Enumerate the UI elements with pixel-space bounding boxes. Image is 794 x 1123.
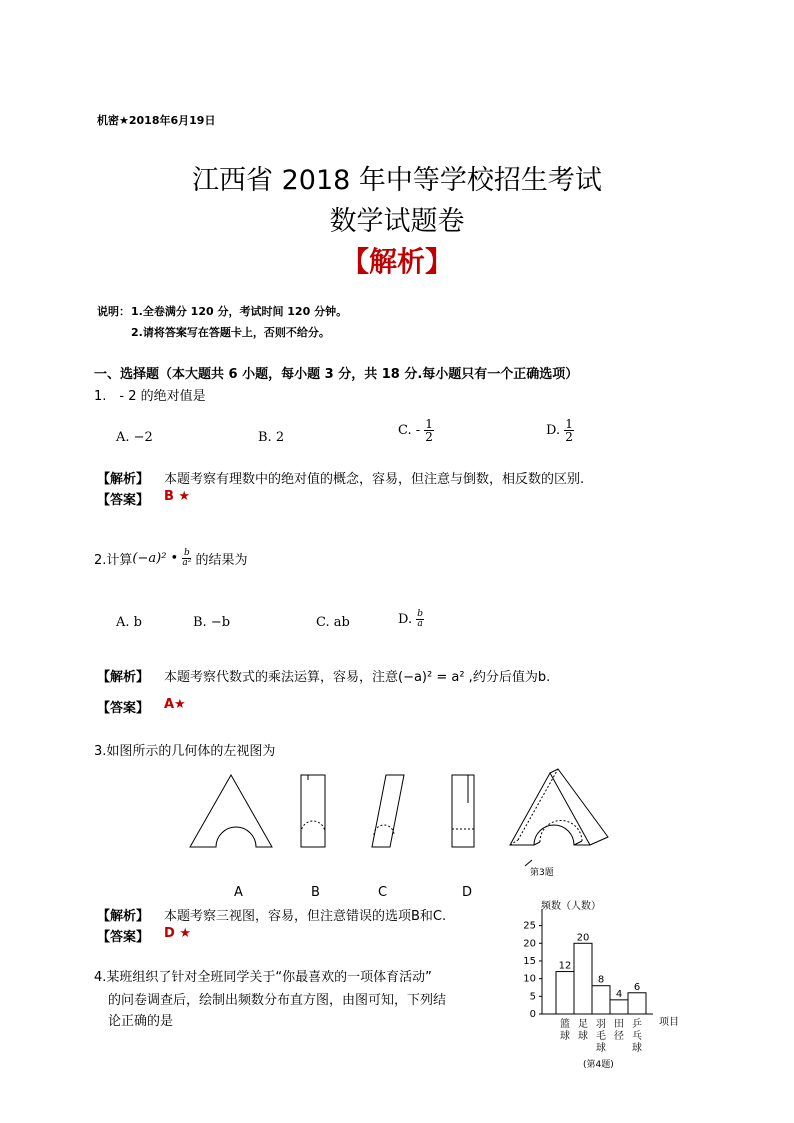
q2-option-d <box>398 610 424 629</box>
category-label-char: 球 <box>632 1043 642 1054</box>
q3-label-d: D <box>462 885 473 900</box>
q3-analysis-text: 本题考察三视图，容易，但注意错误的选项B和C. <box>164 909 447 924</box>
category-label-char: 毛 <box>596 1031 606 1042</box>
q1-option-a: A. −2 <box>116 430 153 445</box>
q4-stem-line2: 的问卷调查后，绘制出频数分布直方图，由图可知，下列结 <box>108 993 447 1008</box>
q3-solid-figure <box>510 769 608 866</box>
q3-label-a: A <box>234 885 243 900</box>
notes-item-1: 1.全卷满分 120 分，考试时间 120 分钟。 <box>131 305 348 318</box>
y-tick-label: 0 <box>529 1009 536 1020</box>
q2-answer-tag: 【答案】 <box>97 701 150 716</box>
category-label-char: 径 <box>614 1031 624 1042</box>
analysis-title: 【解析】 <box>340 245 453 278</box>
q3-figure-caption: 第3题 <box>530 868 554 878</box>
bar-value-label: 4 <box>615 988 623 1000</box>
q2-answer: A★ <box>164 697 186 712</box>
bar-value-label: 12 <box>558 960 572 972</box>
chart-xlabel: 项目 <box>659 1017 679 1028</box>
q1-option-b: B. 2 <box>258 430 285 445</box>
q2-option-a: A. b <box>116 615 142 630</box>
bar-3 <box>610 1000 628 1014</box>
q2-analysis-tag: 【解析】 <box>97 670 150 685</box>
exam-title: 江西省 2018 年中等学校招生考试 <box>192 165 602 196</box>
q2-stem-fraction <box>182 549 191 568</box>
q1-option-d <box>546 418 574 443</box>
q3-figure-c <box>372 775 404 847</box>
q2-option-d-prefix: D. <box>398 612 413 627</box>
confidential-header: 机密★2018年6月19日 <box>97 114 216 127</box>
q3-analysis-tag: 【解析】 <box>97 909 150 924</box>
q1-stem: 1. - 2 的绝对值是 <box>94 389 206 404</box>
chart-caption: (第4题) <box>583 1060 614 1070</box>
fraction-numerator: 1 <box>425 417 433 431</box>
fraction-denominator: 2 <box>565 430 573 444</box>
category-label-char: 田 <box>614 1019 624 1030</box>
q2-option-c: C. ab <box>316 615 350 630</box>
q3-figures <box>180 765 620 885</box>
q1-option-c-prefix: C. - <box>398 423 421 438</box>
q1-option-c <box>398 418 434 443</box>
q2-option-b: B. −b <box>193 615 231 630</box>
q2-analysis-text: 本题考察代数式的乘法运算，容易，注意(−a)² = a² ,约分后值为b. <box>164 670 551 685</box>
notes-label: 说明： <box>97 305 130 318</box>
bar-0 <box>556 972 574 1014</box>
bar-2 <box>592 986 610 1014</box>
y-tick-label: 25 <box>523 920 536 932</box>
notes-item-2: 2.请将答案写在答题卡上，否则不给分。 <box>131 326 330 339</box>
q1-option-d-fraction <box>564 418 574 443</box>
category-label-char: 足 <box>578 1019 588 1030</box>
bar-value-label: 6 <box>633 981 641 993</box>
section-heading: 一、选择题（本大题共 6 小题，每小题 3 分，共 18 分.每小题只有一个正确选项） <box>94 367 579 382</box>
q1-answer-tag: 【答案】 <box>97 493 150 508</box>
chart-ylabel: 频数（人数） <box>541 901 601 912</box>
bar-value-label: 8 <box>597 974 605 986</box>
category-label-char: 乒 <box>632 1019 642 1030</box>
category-label-char: 乓 <box>632 1031 642 1042</box>
bar-value-label: 20 <box>576 932 590 944</box>
q3-figure-d <box>452 775 474 847</box>
q3-answer: D ★ <box>164 926 191 941</box>
q4-histogram <box>515 895 695 1075</box>
y-tick-label: 20 <box>523 938 536 950</box>
q3-label-b: B <box>311 885 320 900</box>
q1-option-c-fraction <box>424 418 434 443</box>
q2-stem-suffix: 的结果为 <box>195 553 248 568</box>
fraction-numerator: 1 <box>565 417 573 431</box>
y-tick-label: 15 <box>523 955 536 967</box>
q1-analysis-text: 本题考察有理数中的绝对值的概念，容易，但注意与倒数，相反数的区别. <box>164 472 585 487</box>
q1-analysis-tag: 【解析】 <box>97 472 150 487</box>
q2-stem-expression: (−a)² • <box>132 551 179 566</box>
category-label-char: 球 <box>578 1031 588 1042</box>
q1-option-d-prefix: D. <box>546 423 561 438</box>
y-tick-label: 5 <box>529 991 536 1003</box>
fraction-denominator: a <box>417 619 423 629</box>
q3-figure-a <box>190 775 272 847</box>
q4-stem-line3: 论正确的是 <box>108 1014 174 1029</box>
q2-stem <box>94 549 248 568</box>
fraction-numerator: b <box>417 609 423 619</box>
y-tick-label: 10 <box>523 973 536 985</box>
category-label-char: 篮 <box>560 1019 570 1030</box>
category-label-char: 球 <box>560 1031 570 1042</box>
q3-answer-tag: 【答案】 <box>97 930 150 945</box>
fraction-denominator: a² <box>182 558 192 568</box>
fraction-denominator: 2 <box>425 430 433 444</box>
category-label-char: 球 <box>596 1043 606 1054</box>
q3-figure-b <box>301 775 325 847</box>
q3-label-c: C <box>378 885 388 900</box>
fraction-numerator: b <box>183 548 190 558</box>
bar-4 <box>628 993 646 1014</box>
q1-answer: B ★ <box>164 489 191 504</box>
q3-stem: 3.如图所示的几何体的左视图为 <box>94 744 276 759</box>
exam-subtitle: 数学试题卷 <box>329 206 465 237</box>
bar-1 <box>574 943 592 1014</box>
q2-stem-prefix: 2.计算 <box>94 553 133 568</box>
category-label-char: 羽 <box>596 1019 606 1030</box>
q2-option-d-fraction <box>416 610 424 629</box>
q4-stem-line1: 4.某班组织了针对全班同学关于“你最喜欢的一项体育活动” <box>94 970 432 985</box>
